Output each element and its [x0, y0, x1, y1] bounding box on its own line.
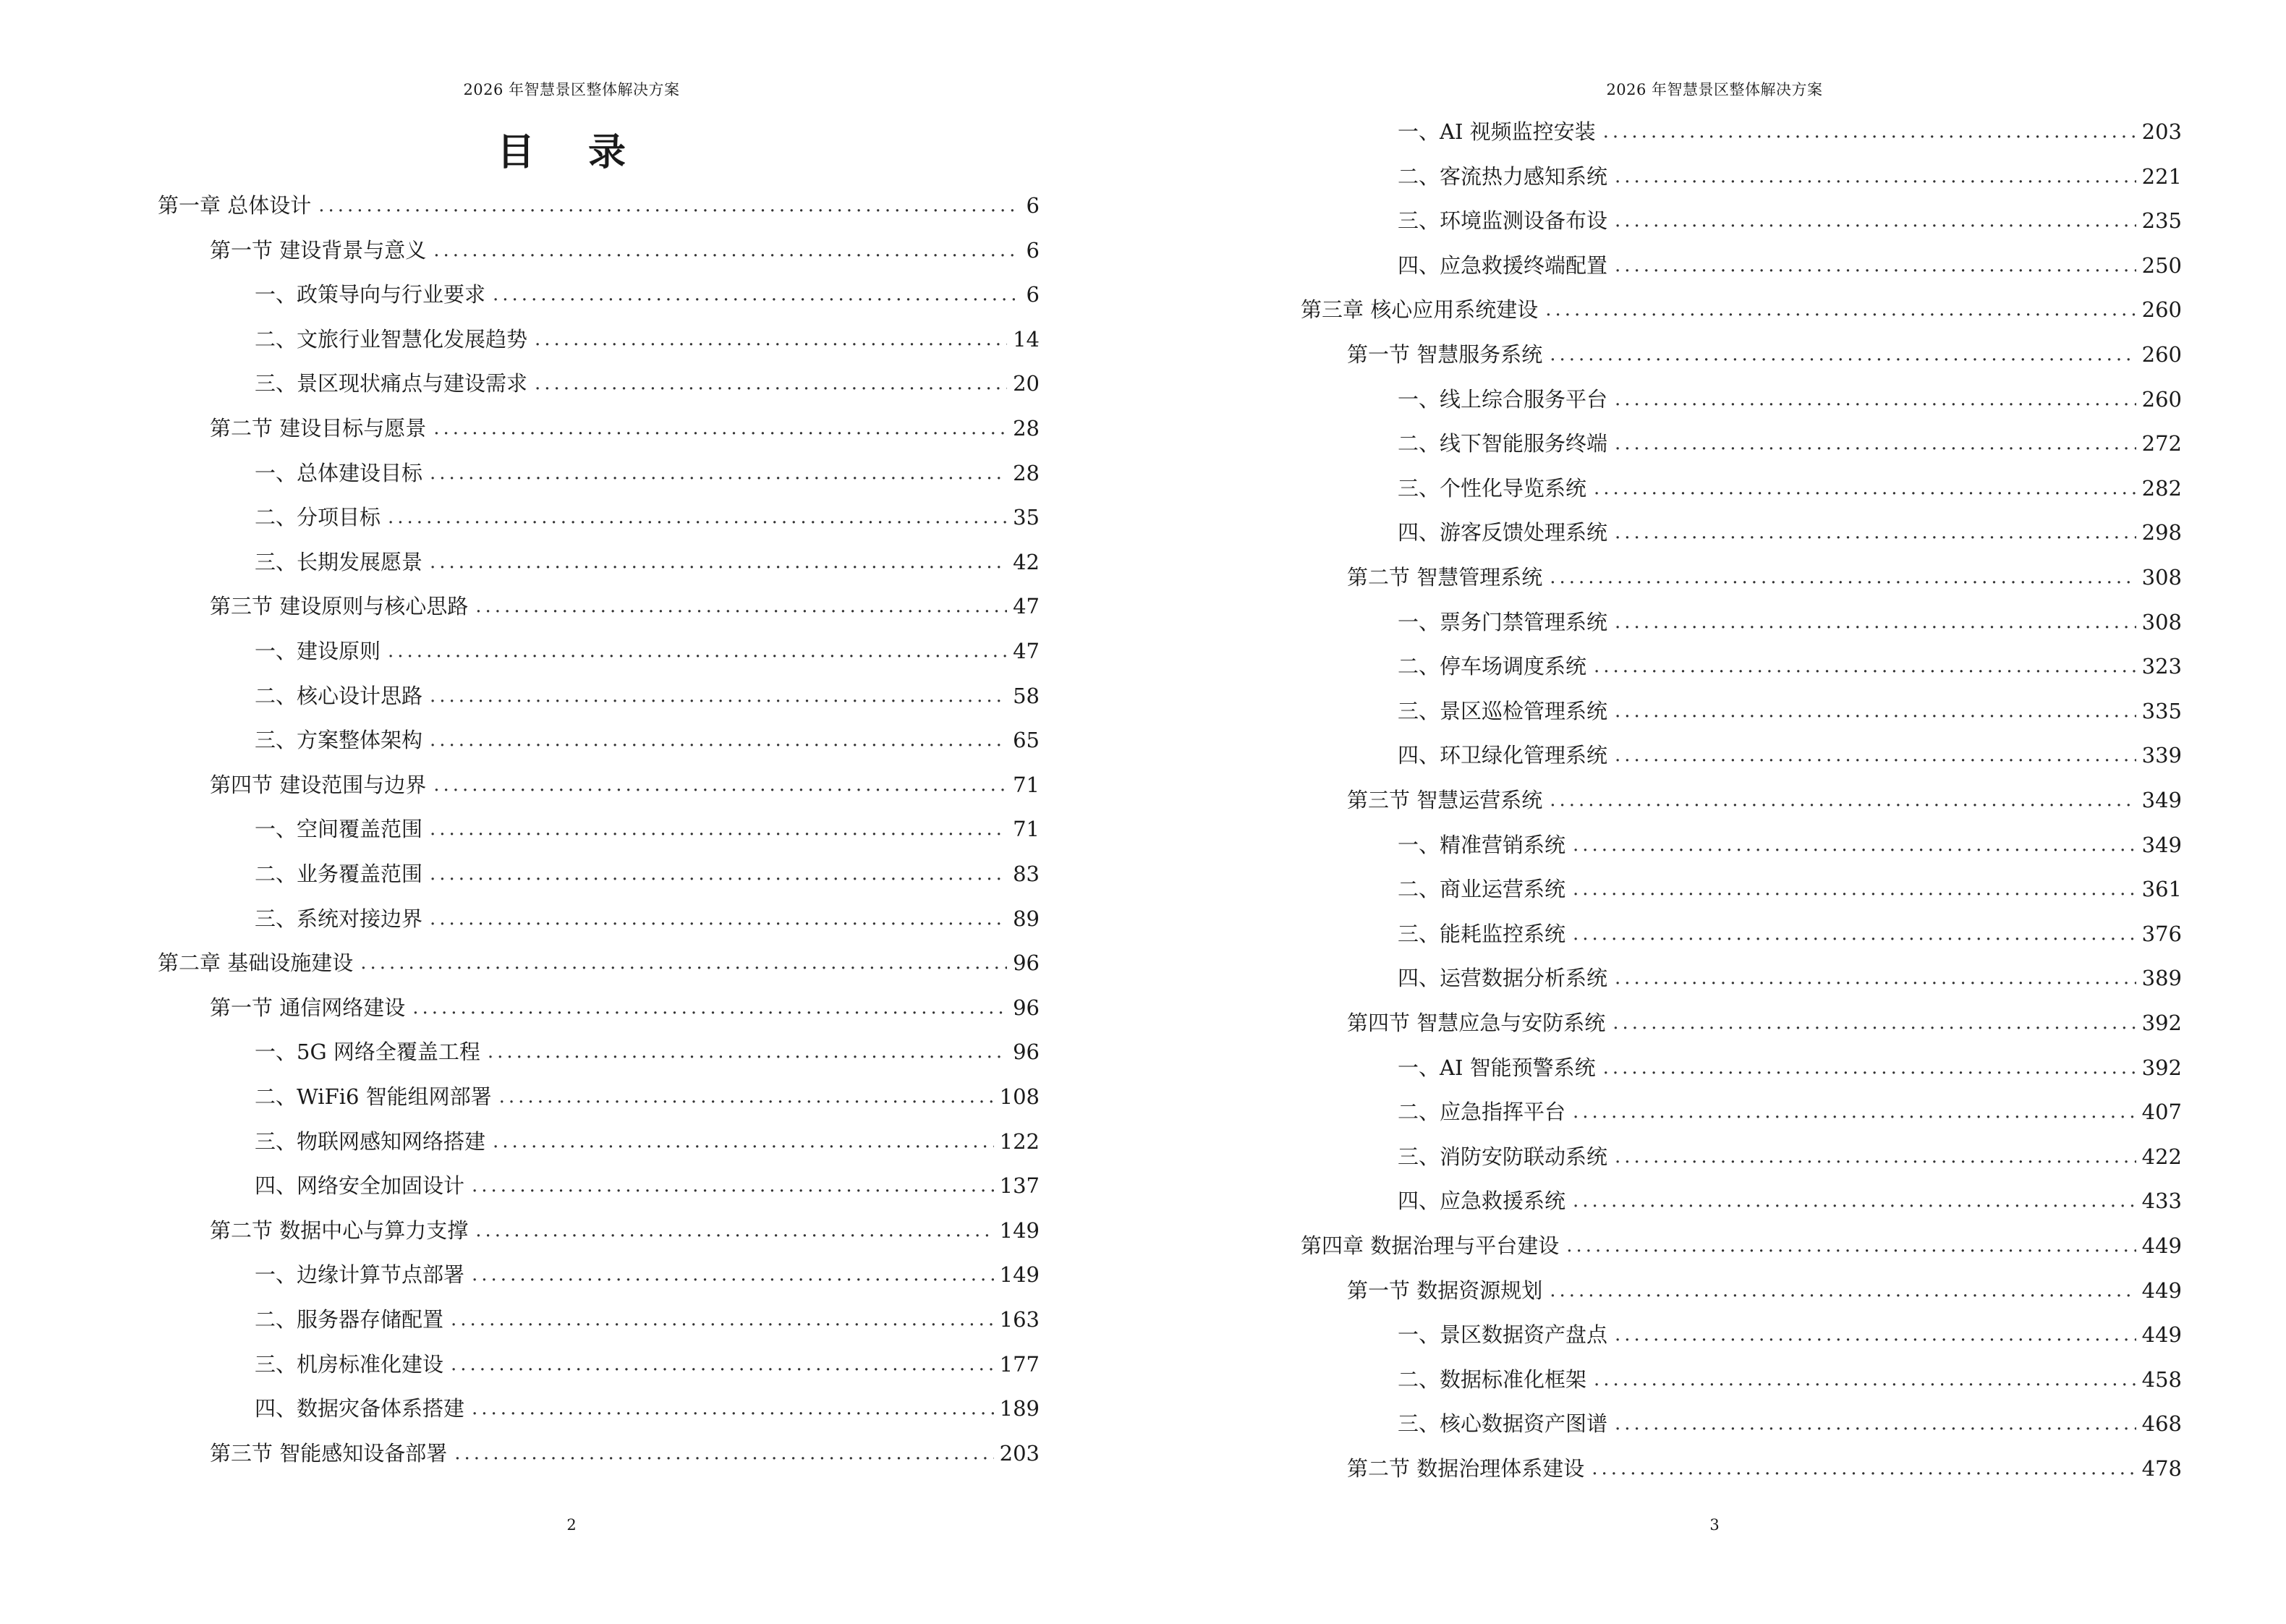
toc-entry-page: 349	[2141, 788, 2182, 812]
dot-leader	[1615, 518, 2136, 547]
dot-leader	[1615, 385, 2136, 414]
toc-entry-page: 71	[1013, 772, 1040, 797]
toc-entry-page: 422	[2141, 1144, 2182, 1169]
toc-entry-title: 第一节 建设背景与意义	[210, 237, 427, 263]
dot-leader	[1550, 786, 2136, 815]
toc-entry-title: 三、长期发展愿景	[255, 549, 423, 574]
toc-entry[interactable]	[1398, 159, 2182, 191]
toc-entry[interactable]	[1301, 292, 2182, 324]
toc-entry-page: 260	[2141, 297, 2182, 323]
toc-entry-title: 第二节 智慧管理系统	[1347, 565, 1543, 590]
toc-entry-page: 458	[2141, 1366, 2182, 1392]
toc-title: 目 录	[496, 130, 647, 174]
toc-entry-page: 361	[2141, 877, 2182, 902]
toc-entry-page: 47	[1013, 639, 1040, 663]
dot-leader	[1573, 875, 2136, 904]
toc-entry-page: 433	[2141, 1189, 2182, 1214]
toc-entry[interactable]	[1398, 1050, 2182, 1082]
toc-entry-page: 392	[2141, 1011, 2182, 1035]
toc-entry-page: 272	[2141, 431, 2182, 456]
dot-leader	[535, 369, 1007, 398]
toc-entry[interactable]	[255, 456, 1040, 488]
toc-entry[interactable]	[1398, 1183, 2182, 1215]
toc-entry[interactable]	[1347, 783, 2182, 815]
toc-entry-title: 四、运营数据分析系统	[1398, 966, 1608, 991]
dot-leader	[1615, 206, 2136, 235]
toc-entry[interactable]	[1398, 828, 2182, 859]
toc-entry[interactable]	[255, 812, 1040, 843]
toc-entry-title: 一、政策导向与行业要求	[255, 282, 486, 307]
toc-entry[interactable]	[255, 634, 1040, 666]
dot-leader	[1603, 1053, 2136, 1082]
toc-entry-title: 第四节 建设范围与边界	[210, 772, 427, 797]
toc-entry-title: 四、数据灾备体系搭建	[255, 1396, 465, 1421]
toc-entry-title: 三、系统对接边界	[255, 906, 423, 931]
dot-leader	[1550, 563, 2136, 592]
toc-entry-page: 308	[2141, 565, 2182, 590]
toc-entry-title: 第一节 智慧服务系统	[1347, 342, 1543, 367]
toc-entry[interactable]	[210, 1436, 1040, 1468]
toc-entry-title: 二、客流热力感知系统	[1398, 163, 1608, 189]
dot-leader	[535, 325, 1007, 354]
toc-entry-page: 28	[1013, 460, 1040, 485]
toc-entry-title: 一、5G 网络全覆盖工程	[255, 1040, 480, 1065]
toc-entry-page: 235	[2141, 208, 2182, 234]
toc-entry-title: 二、线下智能服务终端	[1398, 431, 1608, 456]
toc-entry-page: 35	[1013, 505, 1040, 530]
toc-entry-page: 478	[2141, 1456, 2182, 1481]
toc-entry[interactable]	[210, 768, 1040, 799]
toc-entry-page: 96	[1013, 1040, 1040, 1065]
dot-leader	[451, 1305, 994, 1334]
toc-entry-title: 第二节 建设目标与愿景	[210, 416, 427, 441]
toc-entry-page: 389	[2141, 966, 2182, 991]
dot-leader	[472, 1394, 994, 1423]
toc-entry-page: 108	[999, 1084, 1040, 1109]
toc-entry-page: 376	[2141, 921, 2182, 946]
toc-entry-page: 323	[2141, 654, 2182, 679]
dot-leader	[1594, 1365, 2136, 1394]
toc-entry-page: 449	[2141, 1233, 2182, 1258]
toc-entry[interactable]	[158, 945, 1040, 977]
toc-entry[interactable]	[210, 990, 1040, 1022]
dot-leader	[430, 681, 1007, 710]
toc-entry-title: 四、应急救援系统	[1398, 1189, 1566, 1214]
dot-leader	[1615, 251, 2136, 280]
dot-leader	[433, 414, 1007, 443]
dot-leader	[1573, 830, 2136, 859]
toc-entry-page: 349	[2141, 832, 2182, 857]
toc-entry-title: 一、票务门禁管理系统	[1398, 609, 1608, 634]
toc-entry[interactable]	[1347, 560, 2182, 592]
toc-entry[interactable]	[255, 1079, 1040, 1111]
toc-entry-title: 四、游客反馈处理系统	[1398, 520, 1608, 545]
dot-leader	[1573, 1186, 2136, 1215]
toc-entry-page: 122	[999, 1128, 1040, 1154]
dot-leader	[1603, 117, 2136, 146]
page-number: 3	[1709, 1516, 1720, 1534]
toc-entry[interactable]	[1398, 917, 2182, 948]
toc-entry-page: 149	[999, 1217, 1040, 1243]
dot-leader	[430, 459, 1007, 488]
toc-entry[interactable]	[255, 1347, 1040, 1379]
dot-leader	[1592, 1454, 2136, 1483]
toc-entry-title: 三、能耗监控系统	[1398, 921, 1566, 946]
dot-leader	[493, 1127, 994, 1156]
toc-entry[interactable]	[158, 188, 1040, 220]
toc-entry[interactable]	[255, 901, 1040, 933]
toc-entry-page: 298	[2141, 520, 2182, 545]
page-number: 2	[566, 1516, 577, 1534]
toc-entry-title: 第三节 智慧运营系统	[1347, 788, 1543, 812]
dot-leader	[1615, 429, 2136, 458]
dot-leader	[1594, 474, 2136, 503]
toc-entry-title: 一、AI 智能预警系统	[1398, 1055, 1596, 1080]
toc-entry-title: 一、空间覆盖范围	[255, 817, 423, 842]
toc-entry[interactable]	[1347, 1273, 2182, 1305]
dot-leader	[1594, 652, 2136, 681]
dot-leader	[1615, 1142, 2136, 1171]
toc-entry-page: 137	[999, 1173, 1040, 1199]
toc-entry[interactable]	[1398, 605, 2182, 637]
dot-leader	[1615, 1409, 2136, 1438]
toc-entry-title: 三、方案整体架构	[255, 728, 423, 753]
toc-entry-title: 第二章 基础设施建设	[158, 951, 354, 976]
toc-entry-page: 335	[2141, 698, 2182, 723]
dot-leader	[1612, 1008, 2136, 1037]
dot-leader	[1615, 608, 2136, 637]
dot-leader	[1545, 295, 2136, 324]
dot-leader	[472, 1171, 994, 1200]
toc-entry-page: 203	[999, 1440, 1040, 1466]
toc-entry-title: 二、商业运营系统	[1398, 877, 1566, 902]
toc-entry-page: 250	[2141, 252, 2182, 278]
running-header: 2026 年智慧景区整体解决方案	[1606, 81, 1823, 98]
dot-leader	[451, 1350, 994, 1379]
toc-entry-title: 第一节 数据资源规划	[1347, 1277, 1543, 1303]
toc-entry-title: 四、网络安全加固设计	[255, 1173, 465, 1199]
toc-entry[interactable]	[1398, 961, 2182, 992]
toc-entry[interactable]	[1398, 1362, 2182, 1394]
toc-entry[interactable]	[255, 1391, 1040, 1423]
toc-entry-title: 三、景区现状痛点与建设需求	[255, 371, 528, 396]
toc-entry-page: 14	[1013, 326, 1040, 352]
toc-entry-page: 47	[1013, 594, 1040, 619]
toc-entry-title: 三、机房标准化建设	[255, 1351, 444, 1377]
toc-entry[interactable]	[1398, 1139, 2182, 1171]
dot-leader	[1615, 697, 2136, 726]
toc-entry[interactable]	[1398, 1317, 2182, 1349]
toc-entry[interactable]	[210, 411, 1040, 443]
toc-entry-title: 第三节 智能感知设备部署	[210, 1440, 448, 1466]
dot-leader	[493, 280, 1019, 309]
toc-entry-page: 65	[1013, 728, 1040, 753]
toc-entry-page: 96	[1013, 995, 1040, 1020]
toc-entry[interactable]	[1301, 1228, 2182, 1260]
toc-entry-page: 6	[1026, 237, 1040, 263]
toc-entry-page: 392	[2141, 1055, 2182, 1080]
toc-entry-title: 第三节 建设原则与核心思路	[210, 594, 469, 619]
toc-entry-title: 三、个性化导览系统	[1398, 475, 1587, 501]
toc-entry[interactable]	[1398, 1094, 2182, 1126]
toc-entry[interactable]	[255, 1257, 1040, 1289]
toc-entry-page: 221	[2141, 163, 2182, 189]
dot-leader	[1550, 1276, 2136, 1305]
dot-leader	[1615, 162, 2136, 191]
toc-entry[interactable]	[1398, 471, 2182, 503]
dot-leader	[475, 1216, 993, 1245]
toc-entry-page: 282	[2141, 475, 2182, 501]
toc-entry[interactable]	[1398, 114, 2182, 146]
dot-leader	[475, 592, 1007, 621]
toc-entry-title: 三、物联网感知网络搭建	[255, 1128, 486, 1154]
dot-leader	[1615, 964, 2136, 992]
toc-entry-page: 58	[1013, 683, 1040, 708]
toc-entry-page: 83	[1013, 862, 1040, 886]
toc-entry[interactable]	[255, 366, 1040, 398]
toc-entry[interactable]	[255, 856, 1040, 888]
toc-entry-title: 一、精准营销系统	[1398, 832, 1566, 857]
toc-entry-page: 42	[1013, 549, 1040, 574]
toc-entry-title: 一、AI 视频监控安装	[1398, 119, 1596, 144]
toc-entry[interactable]	[1398, 515, 2182, 547]
toc-entry[interactable]	[1398, 1406, 2182, 1438]
toc-entry[interactable]	[255, 545, 1040, 577]
toc-entry-title: 二、停车场调度系统	[1398, 654, 1587, 679]
toc-entry[interactable]	[210, 589, 1040, 621]
dot-leader	[430, 815, 1007, 843]
dot-leader	[430, 904, 1007, 933]
toc-entry[interactable]	[210, 233, 1040, 265]
dot-leader	[430, 726, 1007, 754]
dot-leader	[1550, 340, 2136, 369]
toc-entry-title: 二、应急指挥平台	[1398, 1100, 1566, 1125]
toc-entry-title: 第三章 核心应用系统建设	[1301, 297, 1539, 323]
toc-entry-page: 189	[999, 1396, 1040, 1421]
dot-leader	[388, 503, 1007, 532]
toc-entry-title: 二、核心设计思路	[255, 683, 423, 708]
toc-page-right	[1143, 0, 2286, 1624]
toc-entry-title: 一、建设原则	[255, 639, 381, 663]
toc-entry-page: 28	[1013, 416, 1040, 441]
toc-entry[interactable]	[1398, 694, 2182, 726]
dot-leader	[1573, 919, 2136, 948]
dot-leader	[499, 1082, 994, 1111]
toc-entry-title: 二、数据标准化框架	[1398, 1366, 1587, 1392]
toc-entry-title: 一、总体建设目标	[255, 460, 423, 485]
toc-entry[interactable]	[1398, 382, 2182, 414]
toc-entry-title: 三、景区巡检管理系统	[1398, 698, 1608, 723]
toc-entry-title: 二、文旅行业智慧化发展趋势	[255, 326, 528, 352]
dot-leader	[388, 637, 1007, 666]
toc-entry[interactable]	[255, 1034, 1040, 1066]
toc-entry-page: 339	[2141, 743, 2182, 768]
toc-entry-page: 260	[2141, 386, 2182, 412]
toc-entry-title: 四、环卫绿化管理系统	[1398, 743, 1608, 768]
toc-entry-title: 一、边缘计算节点部署	[255, 1262, 465, 1288]
toc-entry[interactable]	[255, 322, 1040, 354]
toc-entry-title: 第二节 数据治理体系建设	[1347, 1456, 1585, 1481]
toc-entry-title: 四、应急救援终端配置	[1398, 252, 1608, 278]
toc-entry-title: 二、业务覆盖范围	[255, 862, 423, 886]
toc-entry-title: 二、WiFi6 智能组网部署	[255, 1084, 492, 1109]
dot-leader	[430, 859, 1007, 888]
toc-entry[interactable]	[255, 679, 1040, 710]
toc-entry-title: 二、分项目标	[255, 505, 381, 530]
dot-leader	[412, 993, 1007, 1022]
toc-entry-page: 468	[2141, 1411, 2182, 1437]
dot-leader	[454, 1439, 993, 1468]
toc-entry-page: 449	[2141, 1322, 2182, 1348]
toc-entry[interactable]	[1398, 248, 2182, 280]
toc-entry-title: 第四节 智慧应急与安防系统	[1347, 1011, 1606, 1035]
toc-entry-page: 177	[999, 1351, 1040, 1377]
toc-entry-title: 一、线上综合服务平台	[1398, 386, 1608, 412]
toc-entry-page: 449	[2141, 1277, 2182, 1303]
dot-leader	[488, 1037, 1007, 1066]
running-header: 2026 年智慧景区整体解决方案	[463, 81, 680, 98]
toc-entry-page: 163	[999, 1307, 1040, 1332]
toc-entry[interactable]	[255, 1124, 1040, 1156]
dot-leader	[472, 1260, 994, 1289]
toc-entry[interactable]	[1398, 426, 2182, 458]
toc-entry-title: 三、环境监测设备布设	[1398, 208, 1608, 234]
toc-entry[interactable]	[255, 277, 1040, 309]
toc-entry[interactable]	[1347, 1006, 2182, 1037]
toc-entry[interactable]	[1398, 872, 2182, 904]
toc-entry-title: 第一章 总体设计	[158, 193, 312, 218]
toc-entry[interactable]	[255, 723, 1040, 754]
toc-entry-page: 96	[1013, 951, 1040, 976]
toc-entry-page: 260	[2141, 342, 2182, 367]
dot-leader	[1615, 1320, 2136, 1349]
toc-entry[interactable]	[1347, 337, 2182, 369]
toc-entry-title: 第四章 数据治理与平台建设	[1301, 1233, 1560, 1258]
dot-leader	[318, 191, 1019, 220]
toc-entry[interactable]	[1398, 649, 2182, 681]
toc-entry[interactable]	[255, 500, 1040, 532]
toc-entry[interactable]	[255, 1302, 1040, 1334]
toc-entry[interactable]	[255, 1168, 1040, 1200]
toc-entry-page: 203	[2141, 119, 2182, 144]
toc-entry-title: 二、服务器存储配置	[255, 1307, 444, 1332]
toc-entry-page: 308	[2141, 609, 2182, 634]
toc-entry-page: 71	[1013, 817, 1040, 842]
toc-entry-page: 149	[999, 1262, 1040, 1288]
dot-leader	[430, 548, 1007, 577]
toc-entry-page: 6	[1026, 282, 1040, 307]
toc-entry-page: 6	[1026, 193, 1040, 218]
toc-entry-title: 一、景区数据资产盘点	[1398, 1322, 1608, 1348]
dot-leader	[433, 236, 1019, 265]
toc-entry-title: 第二节 数据中心与算力支撑	[210, 1217, 469, 1243]
toc-entry[interactable]	[1398, 203, 2182, 235]
toc-entry-page: 407	[2141, 1100, 2182, 1125]
dot-leader	[360, 948, 1007, 977]
toc-entry[interactable]	[1347, 1451, 2182, 1483]
dot-leader	[1615, 741, 2136, 770]
toc-entry[interactable]	[210, 1213, 1040, 1245]
dot-leader	[1566, 1231, 2136, 1260]
toc-entry-title: 三、核心数据资产图谱	[1398, 1411, 1608, 1437]
toc-entry-title: 第一节 通信网络建设	[210, 995, 406, 1020]
dot-leader	[433, 770, 1007, 799]
toc-entry-page: 20	[1013, 371, 1040, 396]
toc-entry-page: 89	[1013, 906, 1040, 931]
toc-entry-title: 三、消防安防联动系统	[1398, 1144, 1608, 1169]
toc-entry[interactable]	[1398, 738, 2182, 770]
dot-leader	[1573, 1097, 2136, 1126]
